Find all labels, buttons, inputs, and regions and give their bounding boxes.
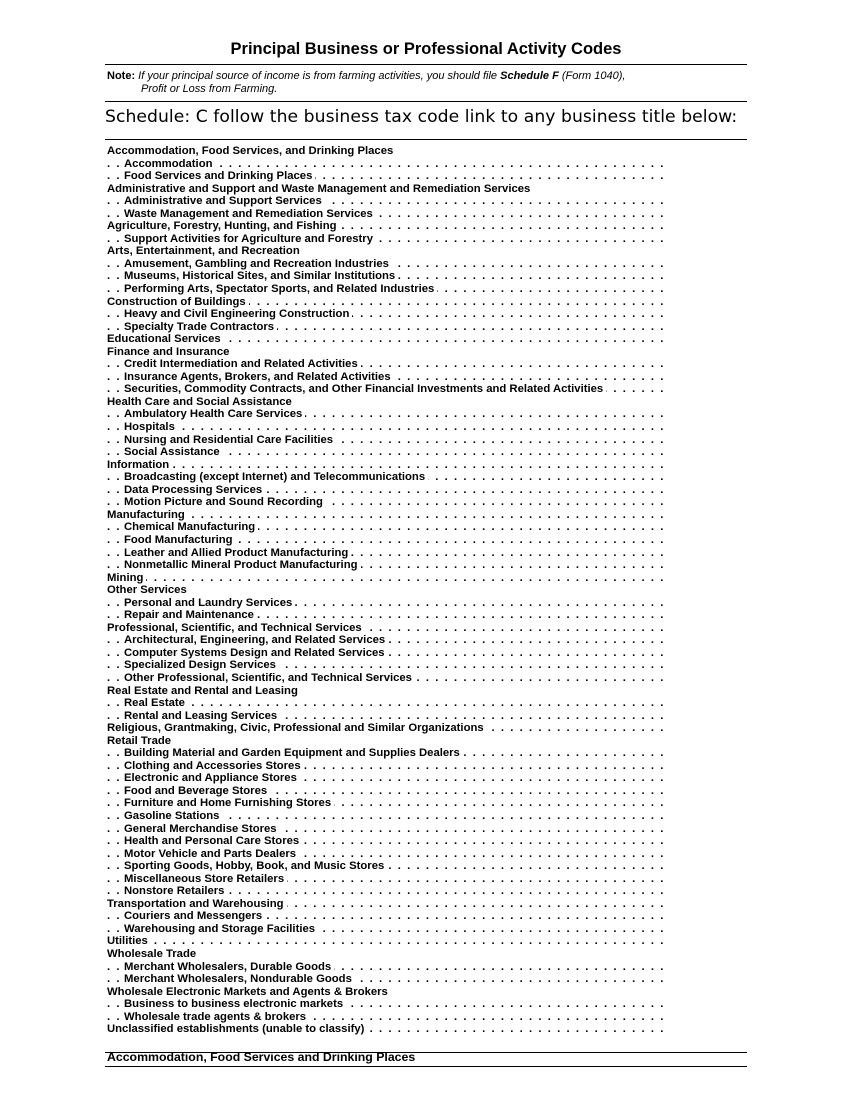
activity-code-link[interactable]: Health and Personal Care Stores bbox=[124, 835, 302, 847]
activity-code-link[interactable]: Accommodation bbox=[124, 158, 216, 170]
activity-code-link[interactable]: Motion Picture and Sound Recording bbox=[124, 496, 326, 508]
activity-category-row bbox=[107, 722, 672, 735]
activity-subcategory-row bbox=[107, 860, 672, 873]
activity-category-row bbox=[107, 572, 672, 585]
activity-code-link[interactable]: Nursing and Residential Care Facilities bbox=[124, 434, 336, 446]
activity-subcategory-row bbox=[107, 710, 672, 723]
note-label: Note: bbox=[107, 70, 136, 82]
activity-subcategory-row bbox=[107, 358, 672, 371]
activity-code-link[interactable]: Couriers and Messengers bbox=[124, 910, 265, 922]
activity-code-link[interactable]: Rental and Leasing Services bbox=[124, 710, 280, 722]
activity-code-link[interactable]: Transportation and Warehousing bbox=[107, 898, 287, 910]
activity-code-link[interactable]: Utilities bbox=[107, 935, 151, 947]
activity-code-link[interactable]: Insurance Agents, Brokers, and Related Activities bbox=[124, 371, 394, 383]
activity-code-link[interactable]: Food and Beverage Stores bbox=[124, 785, 270, 797]
activity-subcategory-row bbox=[107, 170, 672, 183]
activity-subcategory-row bbox=[107, 371, 672, 384]
activity-subcategory-row bbox=[107, 471, 672, 484]
activity-category-row bbox=[107, 145, 672, 158]
activity-subcategory-row bbox=[107, 270, 672, 283]
activity-subcategory-row bbox=[107, 998, 672, 1011]
activity-code-link[interactable]: Wholesale Electronic Markets and Agents & Brokers bbox=[107, 986, 391, 998]
activity-code-link[interactable]: Broadcasting (except Internet) and Telecommunications bbox=[124, 471, 428, 483]
activity-category-row bbox=[107, 183, 672, 196]
activity-subcategory-row bbox=[107, 547, 672, 560]
activity-subcategory-row bbox=[107, 961, 672, 974]
activity-code-link[interactable]: Nonstore Retailers bbox=[124, 885, 227, 897]
activity-code-link[interactable]: General Merchandise Stores bbox=[124, 823, 280, 835]
activity-subcategory-row bbox=[107, 597, 672, 610]
activity-code-link[interactable]: Specialized Design Services bbox=[124, 659, 279, 671]
activity-subcategory-row bbox=[107, 521, 672, 534]
title-divider bbox=[105, 64, 747, 65]
activity-code-link[interactable]: Health Care and Social Assistance bbox=[107, 396, 295, 408]
activity-code-link[interactable]: Credit Intermediation and Related Activities bbox=[124, 358, 361, 370]
activity-subcategory-row bbox=[107, 609, 672, 622]
activity-code-link[interactable]: Architectural, Engineering, and Related Services bbox=[124, 634, 388, 646]
activity-category-row bbox=[107, 296, 672, 309]
note-divider bbox=[105, 101, 747, 102]
activity-category-row bbox=[107, 584, 672, 597]
page-title: Principal Business or Professional Activity Codes bbox=[230, 40, 622, 58]
activity-code-link[interactable]: Educational Services bbox=[107, 333, 224, 345]
activity-category-row bbox=[107, 735, 672, 748]
activity-subcategory-row bbox=[107, 321, 672, 334]
activity-code-link[interactable]: Computer Systems Design and Related Services bbox=[124, 647, 388, 659]
activity-category-row bbox=[107, 459, 672, 472]
activity-category-row bbox=[107, 898, 672, 911]
activity-code-link[interactable]: Nonmetallic Mineral Product Manufacturing bbox=[124, 559, 361, 571]
activity-category-row bbox=[107, 509, 672, 522]
activity-category-row bbox=[107, 245, 672, 258]
activity-subcategory-row bbox=[107, 823, 672, 836]
activity-code-link[interactable]: Accommodation, Food Services, and Drinking Places bbox=[107, 145, 396, 157]
activity-subcategory-row bbox=[107, 434, 672, 447]
activity-code-link[interactable]: Securities, Commodity Contracts, and Other Financial Investments and Related Activities bbox=[124, 383, 606, 395]
activity-subcategory-row bbox=[107, 672, 672, 685]
activity-subcategory-row bbox=[107, 835, 672, 848]
activity-code-link[interactable]: Merchant Wholesalers, Durable Goods bbox=[124, 961, 334, 973]
activity-subcategory-row bbox=[107, 923, 672, 936]
activity-code-link[interactable]: Performing Arts, Spectator Sports, and Related Industries bbox=[124, 283, 437, 295]
note-line-2: Profit or Loss from Farming. bbox=[141, 83, 278, 95]
activity-subcategory-row bbox=[107, 158, 672, 171]
activity-code-link[interactable]: Furniture and Home Furnishing Stores bbox=[124, 797, 334, 809]
activity-subcategory-row bbox=[107, 697, 672, 710]
activity-code-link[interactable]: Construction of Buildings bbox=[107, 296, 249, 308]
activity-code-link[interactable]: Administrative and Support and Waste Management and Remediation Services bbox=[107, 183, 533, 195]
activity-subcategory-row bbox=[107, 785, 672, 798]
activity-subcategory-row bbox=[107, 885, 672, 898]
activity-subcategory-row bbox=[107, 760, 672, 773]
activity-subcategory-row bbox=[107, 233, 672, 246]
activity-code-link[interactable]: Other Professional, Scientific, and Technical Services bbox=[124, 672, 415, 684]
activity-subcategory-row bbox=[107, 446, 672, 459]
activity-code-link[interactable]: Specialty Trade Contractors bbox=[124, 321, 277, 333]
activity-code-link[interactable]: Warehousing and Storage Facilities bbox=[124, 923, 318, 935]
activity-subcategory-row bbox=[107, 659, 672, 672]
activity-code-link[interactable]: Wholesale Trade bbox=[107, 948, 199, 960]
activity-subcategory-row bbox=[107, 208, 672, 221]
activity-code-link[interactable]: Museums, Historical Sites, and Similar Institutions bbox=[124, 270, 398, 282]
activity-subcategory-row bbox=[107, 1011, 672, 1024]
activity-code-link[interactable]: Gasoline Stations bbox=[124, 810, 222, 822]
heading-divider bbox=[105, 139, 747, 140]
activity-code-link[interactable]: Administrative and Support Services bbox=[124, 195, 325, 207]
footer-divider-bottom bbox=[105, 1066, 747, 1067]
activity-subcategory-row bbox=[107, 484, 672, 497]
activity-code-link[interactable]: Professional, Scientific, and Technical Services bbox=[107, 622, 365, 634]
activity-subcategory-row bbox=[107, 534, 672, 547]
activity-code-link[interactable]: Building Material and Garden Equipment and Supplies Dealers bbox=[124, 747, 463, 759]
note-text-2: (Form 1040), bbox=[561, 70, 626, 82]
activity-code-list bbox=[107, 145, 672, 1036]
activity-code-link[interactable]: Real Estate and Rental and Leasing bbox=[107, 685, 301, 697]
footer-link[interactable]: Accommodation, Food Services and Drinking Places bbox=[107, 1050, 416, 1064]
activity-subcategory-row bbox=[107, 747, 672, 760]
activity-category-row bbox=[107, 935, 672, 948]
activity-code-link[interactable]: Data Processing Services bbox=[124, 484, 265, 496]
activity-subcategory-row bbox=[107, 797, 672, 810]
activity-code-link[interactable]: Personal and Laundry Services bbox=[124, 597, 295, 609]
activity-subcategory-row bbox=[107, 258, 672, 271]
activity-subcategory-row bbox=[107, 634, 672, 647]
activity-code-link[interactable]: Sporting Goods, Hobby, Book, and Music Stores bbox=[124, 860, 387, 872]
activity-subcategory-row bbox=[107, 772, 672, 785]
activity-code-link[interactable]: Leather and Allied Product Manufacturing bbox=[124, 547, 351, 559]
activity-category-row bbox=[107, 220, 672, 233]
activity-code-link[interactable]: Wholesale trade agents & brokers bbox=[124, 1011, 309, 1023]
activity-code-link[interactable]: Electronic and Appliance Stores bbox=[124, 772, 300, 784]
activity-subcategory-row bbox=[107, 383, 672, 396]
activity-code-link[interactable]: Ambulatory Health Care Services bbox=[124, 408, 305, 420]
activity-code-link[interactable]: Motor Vehicle and Parts Dealers bbox=[124, 848, 299, 860]
activity-code-link[interactable]: Heavy and Civil Engineering Construction bbox=[124, 308, 352, 320]
activity-category-row bbox=[107, 622, 672, 635]
note-schedule-ref: Schedule F bbox=[500, 70, 559, 82]
activity-category-row bbox=[107, 1023, 672, 1036]
activity-category-row bbox=[107, 396, 672, 409]
activity-code-link[interactable]: Other Services bbox=[107, 584, 190, 596]
activity-subcategory-row bbox=[107, 283, 672, 296]
activity-code-link[interactable]: Chemical Manufacturing bbox=[124, 521, 258, 533]
activity-code-link[interactable]: Retail Trade bbox=[107, 735, 174, 747]
activity-code-link[interactable]: Repair and Maintenance bbox=[124, 609, 257, 621]
activity-code-link[interactable]: Miscellaneous Store Retailers bbox=[124, 873, 287, 885]
activity-code-link[interactable]: Waste Management and Remediation Services bbox=[124, 208, 376, 220]
activity-subcategory-row bbox=[107, 973, 672, 986]
activity-code-link[interactable]: Manufacturing bbox=[107, 509, 188, 521]
activity-subcategory-row bbox=[107, 559, 672, 572]
activity-code-link[interactable]: Unclassified establishments (unable to classify) bbox=[107, 1023, 367, 1035]
activity-code-link[interactable]: Social Assistance bbox=[124, 446, 223, 458]
activity-code-link[interactable]: Finance and Insurance bbox=[107, 346, 232, 358]
activity-code-link[interactable]: Religious, Grantmaking, Civic, Professional and Similar Organizations bbox=[107, 722, 487, 734]
activity-subcategory-row bbox=[107, 308, 672, 321]
activity-subcategory-row bbox=[107, 496, 672, 509]
activity-code-link[interactable]: Clothing and Accessories Stores bbox=[124, 760, 304, 772]
schedule-heading: Schedule: C follow the business tax code link to any business title below: bbox=[105, 107, 738, 127]
activity-subcategory-row bbox=[107, 873, 672, 886]
activity-subcategory-row bbox=[107, 421, 672, 434]
activity-code-link[interactable]: Merchant Wholesalers, Nondurable Goods bbox=[124, 973, 355, 985]
activity-code-link[interactable]: Agriculture, Forestry, Hunting, and Fishing bbox=[107, 220, 340, 232]
activity-subcategory-row bbox=[107, 408, 672, 421]
activity-code-link[interactable]: Arts, Entertainment, and Recreation bbox=[107, 245, 303, 257]
activity-code-link[interactable]: Mining bbox=[107, 572, 146, 584]
activity-subcategory-row bbox=[107, 910, 672, 923]
activity-subcategory-row bbox=[107, 647, 672, 660]
activity-code-link[interactable]: Information bbox=[107, 459, 172, 471]
activity-code-link[interactable]: Food Manufacturing bbox=[124, 534, 236, 546]
activity-subcategory-row bbox=[107, 810, 672, 823]
activity-category-row bbox=[107, 986, 672, 999]
activity-category-row bbox=[107, 685, 672, 698]
activity-code-link[interactable]: Business to business electronic markets bbox=[124, 998, 346, 1010]
activity-code-link[interactable]: Food Services and Drinking Places bbox=[124, 170, 315, 182]
activity-subcategory-row bbox=[107, 848, 672, 861]
activity-category-row bbox=[107, 948, 672, 961]
activity-code-link[interactable]: Support Activities for Agriculture and Forestry bbox=[124, 233, 376, 245]
activity-code-link[interactable]: Hospitals bbox=[124, 421, 178, 433]
activity-code-link[interactable]: Real Estate bbox=[124, 697, 188, 709]
note-text-1: If your principal source of income is from farming activities, you should file bbox=[138, 70, 498, 82]
activity-category-row bbox=[107, 346, 672, 359]
activity-subcategory-row bbox=[107, 195, 672, 208]
activity-category-row bbox=[107, 333, 672, 346]
activity-code-link[interactable]: Amusement, Gambling and Recreation Industries bbox=[124, 258, 392, 270]
note-block bbox=[107, 70, 625, 96]
